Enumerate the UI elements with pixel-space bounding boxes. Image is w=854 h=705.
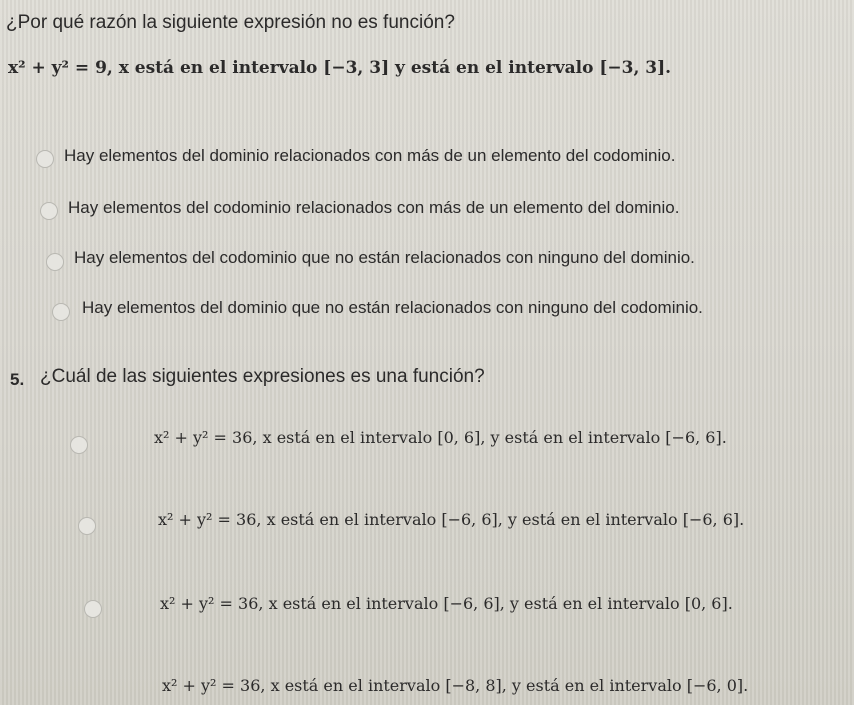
q5-option-3-expression: x² + y² = 36, x está en el intervalo [−6, 6], y está en el intervalo [0, 6]. bbox=[160, 594, 733, 613]
question-4-title: ¿Por qué razón la siguiente expresión no es función? bbox=[6, 12, 455, 33]
q4-option-2-label: Hay elementos del codominio relacionados con más de un elemento del dominio. bbox=[68, 198, 680, 217]
q4-option-4-radio[interactable] bbox=[52, 303, 70, 321]
q4-option-3-label: Hay elementos del codominio que no están relacionados con ninguno del dominio. bbox=[74, 248, 695, 267]
question-4-expression: x² + y² = 9, x está en el intervalo [−3, 3] y está en el intervalo [−3, 3]. bbox=[8, 58, 672, 78]
q5-option-2-radio[interactable] bbox=[78, 517, 96, 535]
question-5-title: ¿Cuál de las siguientes expresiones es una función? bbox=[40, 366, 485, 387]
question-5-number: 5. bbox=[10, 370, 25, 389]
q5-option-3-radio[interactable] bbox=[84, 600, 102, 618]
q4-option-3-radio[interactable] bbox=[46, 253, 64, 271]
q4-option-1-label: Hay elementos del dominio relacionados con más de un elemento del codominio. bbox=[64, 146, 676, 165]
q4-option-1-radio[interactable] bbox=[36, 150, 54, 168]
q5-option-1-radio[interactable] bbox=[70, 436, 88, 454]
q5-option-2-expression: x² + y² = 36, x está en el intervalo [−6, 6], y está en el intervalo [−6, 6]. bbox=[158, 510, 745, 529]
q4-option-2-radio[interactable] bbox=[40, 202, 58, 220]
q5-option-4-expression: x² + y² = 36, x está en el intervalo [−8, 8], y está en el intervalo [−6, 0]. bbox=[162, 676, 749, 695]
q5-option-1-expression: x² + y² = 36, x está en el intervalo [0, 6], y está en el intervalo [−6, 6]. bbox=[154, 428, 727, 447]
q4-option-4-label: Hay elementos del dominio que no están relacionados con ninguno del codominio. bbox=[82, 298, 703, 317]
